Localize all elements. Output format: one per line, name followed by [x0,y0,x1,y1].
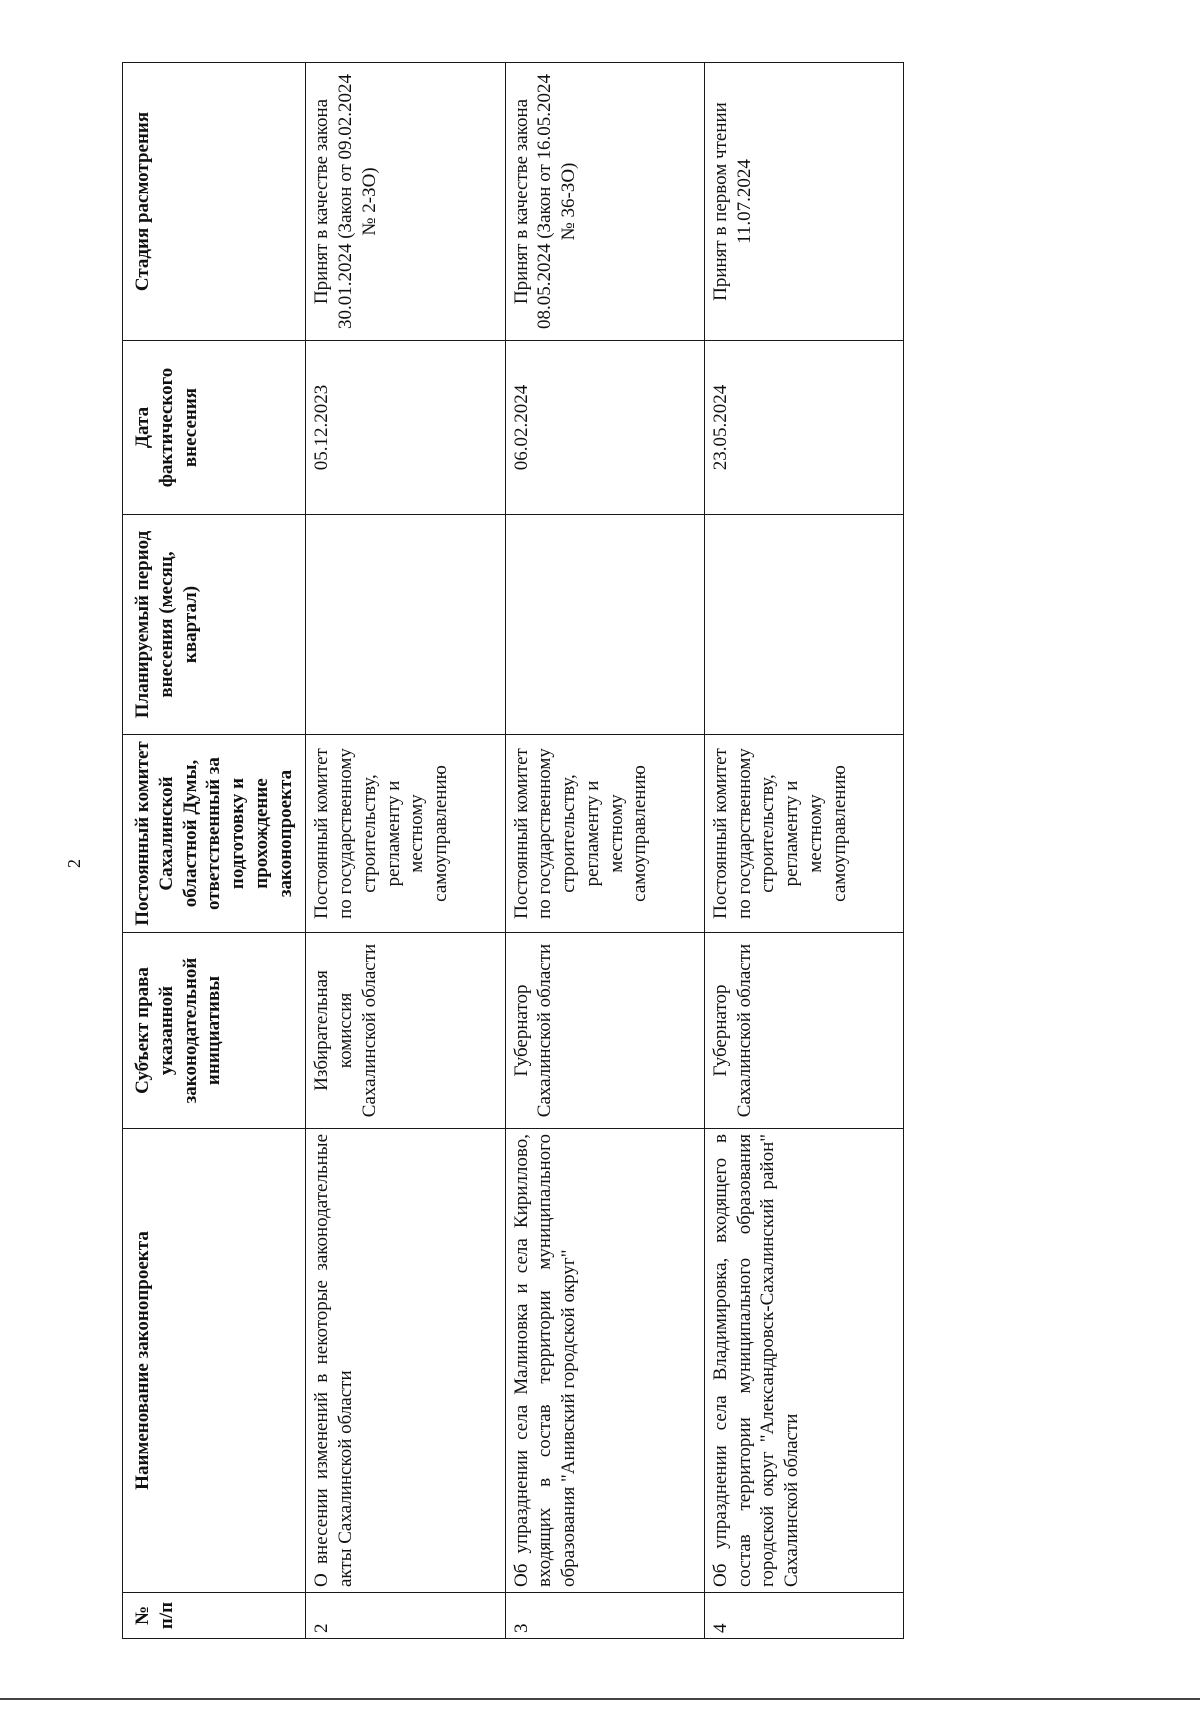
header-initiative-subject: Субъект права указанной законодательной инициативы [123,933,306,1129]
initiative-subject: Избирательная комиссия Сахалинской области [306,933,505,1129]
initiative-subject: Губернатор Сахалинской области [505,933,704,1129]
header-number: № п/п [123,1593,306,1639]
stage: Принят в качестве закона 08.05.2024 (Закон от 16.05.2024 № 36-ЗО) [505,63,704,341]
committee: Постоянный комитет по государственному строительству, регламенту и местному самоуправлению [306,735,505,933]
header-bill-name: Наименование законопроекта [123,1129,306,1593]
row-number: 3 [505,1593,704,1639]
header-planned-period: Планируемый период внесения (месяц, квартал) [123,515,306,735]
planned-period [306,515,505,735]
page-number [64,859,85,868]
table-row [505,63,704,1639]
planned-period [505,515,704,735]
bill-name: О внесении изменений в некоторые законодательные акты Сахалинской области [306,1129,505,1593]
committee: Постоянный комитет по государственному строительству, регламенту и местному самоуправлению [505,735,704,933]
initiative-subject: Губернатор Сахалинской области [704,933,903,1129]
bill-name: Об упразднении села Малиновка и села Кириллово, входящих в состав территории муниципального образования "Анивский городской округ" [505,1129,704,1593]
stage: Принят в первом чтении 11.07.2024 [704,63,903,341]
actual-date: 05.12.2023 [306,341,505,515]
header-stage: Стадия расмотрения [123,63,306,341]
bill-name: Об упразднении села Владимировка, входящего в состав территории муниципального образования городской округ "Александровск-Сахалинский район" Сахалинской области [704,1129,903,1593]
scan-bottom-edge [0,1698,1200,1700]
table-row [704,63,903,1639]
stage: Принят в качестве закона 30.01.2024 (Закон от 09.02.2024 № 2-ЗО) [306,63,505,341]
page-number-text: 2 [64,859,84,868]
row-number: 2 [306,1593,505,1639]
table-row [306,63,505,1639]
row-number: 4 [704,1593,903,1639]
header-actual-date: Дата фактического внесения [123,341,306,515]
rotated-table-container [122,63,904,1639]
actual-date: 23.05.2024 [704,341,903,515]
committee: Постоянный комитет по государственному строительству, регламенту и местному самоуправлению [704,735,903,933]
bills-table [122,62,904,1639]
planned-period [704,515,903,735]
actual-date: 06.02.2024 [505,341,704,515]
table-header-row [123,63,306,1639]
header-committee: Постоянный комитет Сахалинской областной Думы, ответственный за подготовку и прохождение законопроекта [123,735,306,933]
